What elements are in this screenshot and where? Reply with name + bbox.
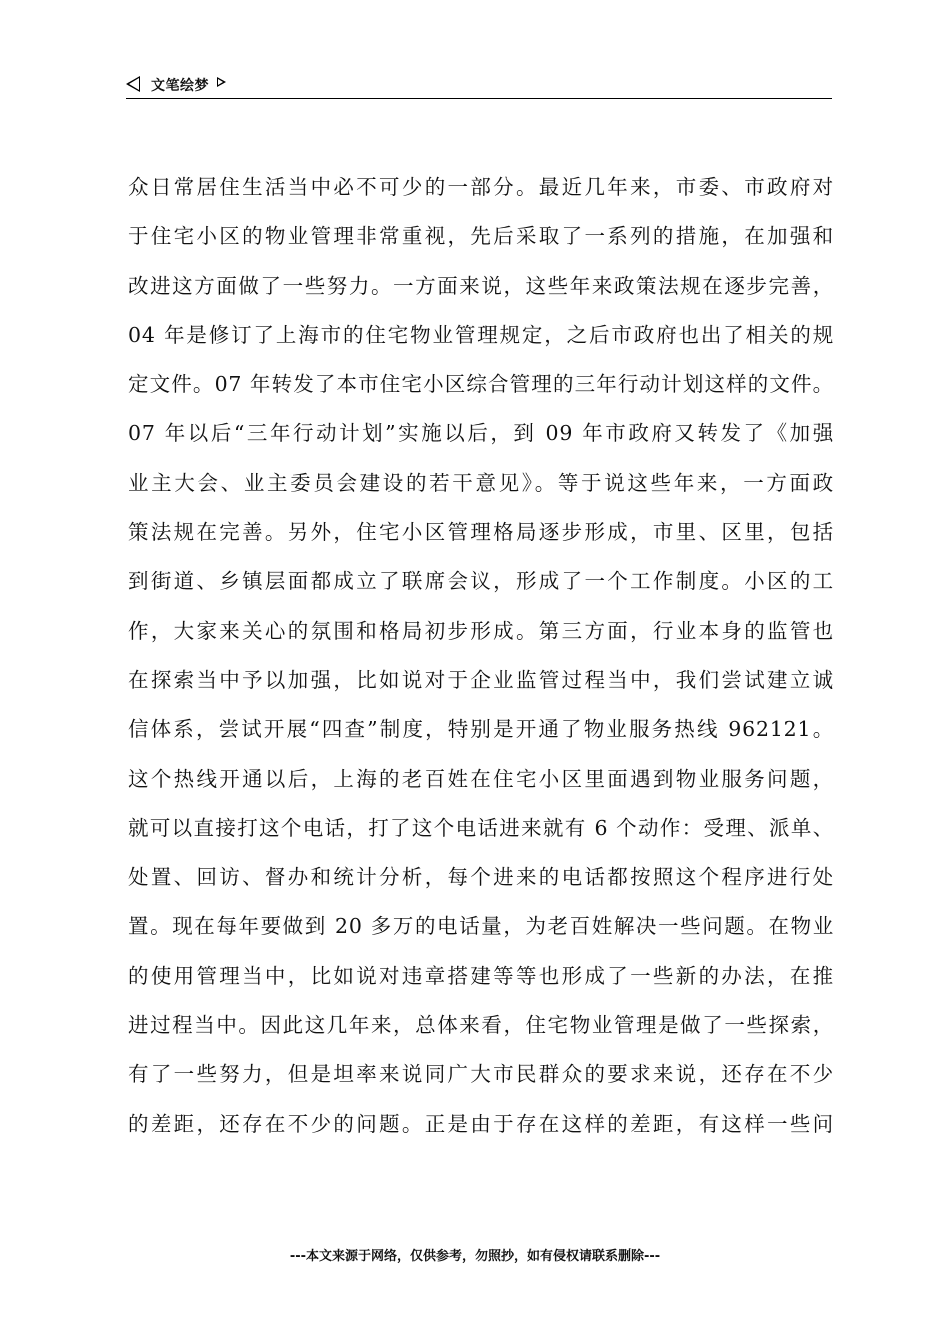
text-line: 这个热线开通以后，上海的老百姓在住宅小区里面遇到物业服务问题，: [128, 766, 834, 791]
page-footer: ---本文来源于网络，仅供参考，勿照抄，如有侵权请联系删除---: [289, 1249, 661, 1264]
document-body: [128, 163, 834, 1149]
text-line: 有了一些努力，但是坦率来说同广大市民群众的要求来说，还存在不少: [128, 1062, 834, 1087]
text-line: 进过程当中。因此这几年来，总体来看，住宅物业管理是做了一些探索，: [128, 1013, 834, 1038]
triangle-left-outline-icon: [126, 76, 140, 92]
text-line: 改进这方面做了一些努力。一方面来说，这些年来政策法规在逐步完善，: [128, 273, 834, 298]
text-line: 业主大会、业主委员会建设的若干意见》。等于说这些年来，一方面政: [128, 470, 834, 495]
text-line: 的差距，还存在不少的问题。正是由于存在这样的差距，有这样一些问: [128, 1111, 834, 1136]
text-line: 众日常居住生活当中必不可少的一部分。最近几年来，市委、市政府对: [128, 175, 834, 199]
text-line: 就可以直接打这个电话，打了这个电话进来就有 6 个动作：受理、派单、: [128, 815, 834, 840]
text-line: 处置、回访、督办和统计分析，每个进来的电话都按照这个程序进行处: [128, 865, 834, 890]
triangle-right-outline-icon: [217, 77, 226, 87]
text-line: 07 年以后“三年行动计划”实施以后，到 09 年市政府又转发了《加强: [128, 421, 834, 446]
text-line: 在探索当中予以加强，比如说对于企业监管过程当中，我们尝试建立诚: [128, 667, 834, 692]
header-title: 文笔绘梦: [151, 78, 209, 94]
text-line: 04 年是修订了上海市的住宅物业管理规定，之后市政府也出了相关的规: [128, 322, 834, 347]
text-line: 于住宅小区的物业管理非常重视，先后采取了一系列的措施，在加强和: [128, 224, 834, 249]
text-line: 作，大家来关心的氛围和格局初步形成。第三方面，行业本身的监管也: [128, 618, 834, 643]
text-line: 定文件。07 年转发了本市住宅小区综合管理的三年行动计划这样的文件。: [128, 372, 834, 397]
text-line: 信体系，尝试开展“四查”制度，特别是开通了物业服务热线 962121。: [128, 717, 834, 742]
text-line: 的使用管理当中，比如说对违章搭建等等也形成了一些新的办法，在推: [128, 963, 834, 988]
text-line: 策法规在完善。另外，住宅小区管理格局逐步形成，市里、区里，包括: [128, 520, 834, 545]
text-line: 到街道、乡镇层面都成立了联席会议，形成了一个工作制度。小区的工: [128, 569, 834, 594]
text-line: 置。现在每年要做到 20 多万的电话量，为老百姓解决一些问题。在物业: [128, 914, 834, 939]
page-header: [126, 74, 832, 99]
